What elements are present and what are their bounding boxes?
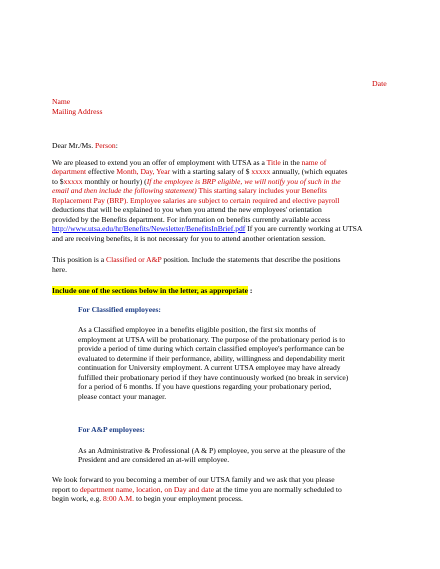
- benefits-link[interactable]: http://www.utsa.edu/hr/Benefits/Newsletter/BenefitsInBrief.pdf: [52, 224, 246, 233]
- letter-page: Date Name Mailing Address Dear Mr./Ms. Person: We are pleased to extend you an offer of employment with UTSA as a Title in the name of department effective Month, Day, Year with a starting salary of $ xxxxx annually, (which equates to $xxxxx monthly or hourly) (If the employee is BRP eligible, we will notify you of such in the email and then include the following statement) This starting salary includes your Benefits Replacement Pay (BRP). Employee salaries are subject to certain required and elective payroll deductions that will be explained to you when you attend the new employees' orientation provided by the Benefits department. For information on benefits currently available access http://www.utsa.edu/hr/Benefits/Newsletter/BenefitsInBrief.pdf If you are currently working at UTSA and are receiving benefits, it is not necessary for you to attend another orientation session. This position is a Classified or A&P position. Include the statements that describe the positions here. Include one of the sections below in the letter, as appropriate : For Classified employees: As a Classified employee in a benefits eligible position, the first six months of employment at UTSA will be probationary. The purpose of the probationary period is to provide a period of time during which certain classified employee's performance can be evaluated to determine if their performance, ability, willingness and dependability merit continuation for University employment. A current UTSA employee may have already fulfilled their probationary period if they have continuously worked (no break in service) for a period of 6 months. If you have questions regarding your probationary period, please contact your manager. For A&P employees: As an Administrative & Professional (A & P) employee, you serve at the pleasure of the President and are considered an at-will employee. We look forward to you becoming a member of our UTSA family and we ask that you please report to department name, location, on Day and date at the time you are normally scheduled to begin work, e.g. 8:00 A.M. to begin your employment process.: [52, 79, 387, 503]
- mailing-address-placeholder: Mailing Address: [52, 107, 103, 116]
- report-location-placeholder: department name, location, on Day and date: [79, 485, 214, 494]
- position-type-line: This position is a Classified or A&P position. Include the statements that describe the positions: [52, 255, 341, 264]
- monthly-salary-placeholder: xxxxx: [63, 177, 83, 186]
- title-placeholder: Title: [266, 158, 281, 167]
- annual-salary-placeholder: xxxxx: [251, 167, 271, 176]
- ap-heading: For A&P employees:: [78, 425, 145, 434]
- name-placeholder: Name: [52, 97, 71, 106]
- date-placeholder: Date: [372, 79, 387, 88]
- effective-date-placeholder: Month, Day, Year: [116, 167, 171, 176]
- salutation: Dear Mr./Ms. Person:: [52, 141, 118, 150]
- classified-heading: For Classified employees:: [78, 305, 161, 314]
- start-time-placeholder: 8:00 A.M.: [103, 494, 135, 503]
- person-placeholder: Person: [95, 141, 116, 150]
- position-type-placeholder: Classified or A&P: [106, 255, 162, 264]
- instruction-line: Include one of the sections below in the letter, as appropriate :: [52, 286, 253, 295]
